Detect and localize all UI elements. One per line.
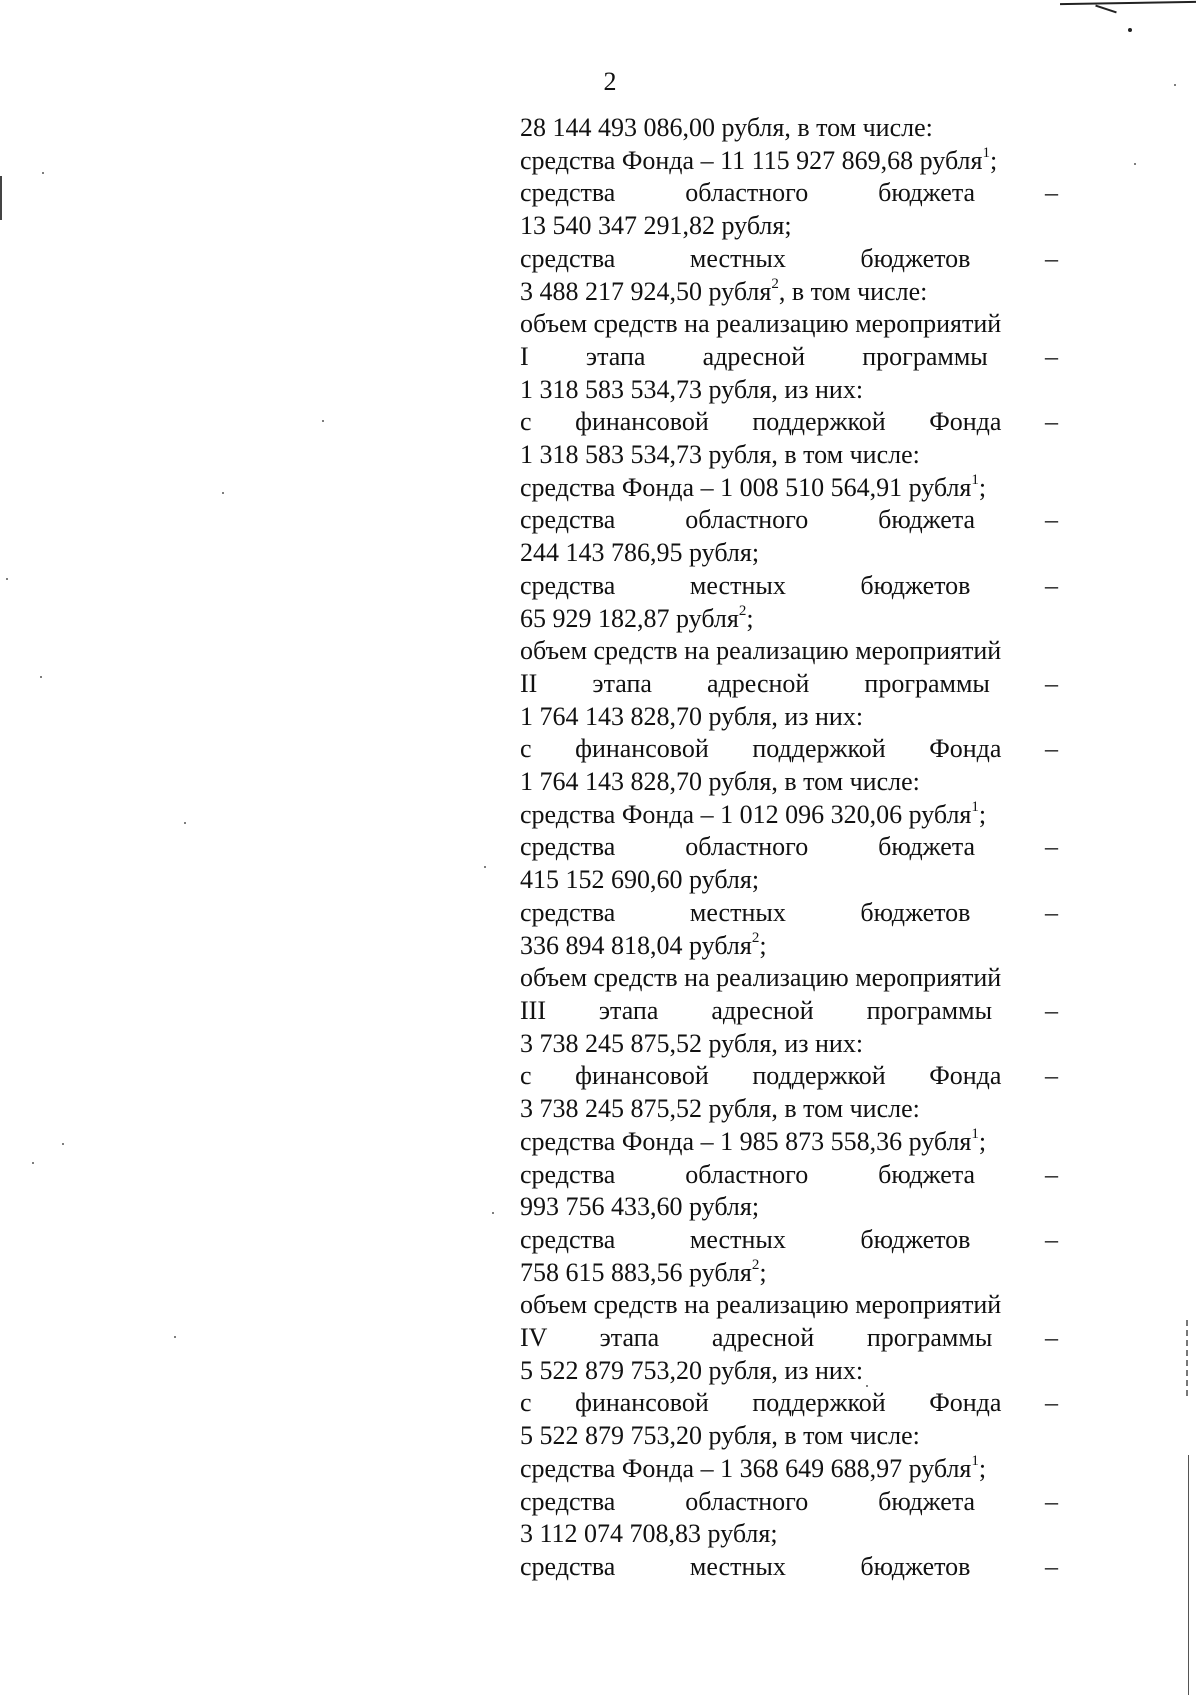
text-line [520,210,1058,243]
text-line [520,1486,1058,1519]
scan-dot [6,578,8,580]
text-line-tail: ; [978,472,987,502]
scan-edge-line-left [0,176,2,220]
scan-dot [222,492,224,494]
text-line-main: 3 488 217 924,50 рубля [520,276,772,306]
scan-dot [174,1336,176,1338]
scan-dot [1128,28,1132,32]
footnote-marker: 1 [982,145,990,162]
text-line [520,308,1058,341]
text-line-main: с финансовой поддержкой Фонда – [520,1388,1058,1418]
text-line-main: 65 929 182,87 рубля [520,603,739,633]
text-line-tail: ; [978,1453,987,1483]
text-line-main: средства областного бюджета – [520,1159,1058,1189]
text-line [520,1093,1058,1126]
footnote-marker: 1 [971,1453,979,1470]
text-line-main: 758 615 883,56 рубля [520,1257,752,1287]
text-line-main: объем средств на реализацию мероприятий [520,1290,1002,1320]
text-line-main: 13 540 347 291,82 рубля; [520,211,792,241]
footnote-marker: 1 [971,799,979,816]
text-line-tail: , в том числе: [778,276,928,306]
text-line [520,995,1058,1028]
text-line-main: средства областного бюджета – [520,505,1058,535]
text-line [520,1257,1058,1290]
footnote-marker: 1 [971,1126,979,1143]
text-line-main: 1 318 583 534,73 рубля, из них: [520,374,864,404]
text-line-tail: ; [746,603,754,633]
text-line [520,962,1058,995]
scan-dot [1134,163,1136,165]
text-line [520,668,1058,701]
text-line-tail: ; [978,1126,987,1156]
text-line-main: средства местных бюджетов – [520,1551,1058,1581]
text-line [520,570,1058,603]
scan-dot [32,1162,34,1164]
footnote-marker: 2 [751,1256,760,1273]
text-line-main: средства местных бюджетов – [520,897,1058,927]
text-line [520,1159,1058,1192]
text-line-tail: ; [759,930,767,960]
text-line-main: средства Фонда – 1 368 649 688,97 рубля [520,1453,972,1483]
text-line-main: средства областного бюджета – [520,1486,1058,1516]
text-line [520,864,1058,897]
text-line-tail: ; [978,799,987,829]
text-line [520,1355,1058,1388]
text-line [520,635,1058,668]
text-line-main: средства областного бюджета – [520,178,1058,208]
text-line [520,1518,1058,1551]
text-line [520,1387,1058,1420]
text-line-main: средства Фонда – 1 985 873 558,36 рубля [520,1126,972,1156]
text-line-main: с финансовой поддержкой Фонда – [520,734,1058,764]
text-line-tail: ; [759,1257,767,1287]
scan-edge-line-right [1188,1455,1189,1695]
text-line-main: объем средств на реализацию мероприятий [520,636,1002,666]
text-line-main: с финансовой поддержкой Фонда – [520,1061,1058,1091]
text-line-main: средства местных бюджетов – [520,570,1058,600]
text-line-main: 5 522 879 753,20 рубля, из них: [520,1355,864,1385]
text-line-main: 3 738 245 875,52 рубля, из них: [520,1028,864,1058]
text-line [520,439,1058,472]
text-line [520,1126,1058,1159]
scan-dot [492,1212,494,1214]
text-line [520,145,1058,178]
text-line-main: средства местных бюджетов – [520,243,1058,273]
scan-dot [42,172,44,174]
text-line-main: средства Фонда – 1 008 510 564,91 рубля [520,472,972,502]
body-text [520,112,1058,1584]
text-line-main: I этапа адресной программы – [520,341,1058,371]
footnote-marker: 2 [738,602,747,619]
scan-mark-top-right-tick [1095,5,1117,14]
text-line [520,1028,1058,1061]
text-line-main: средства Фонда – 1 012 096 320,06 рубля [520,799,972,829]
text-line [520,537,1058,570]
text-line-main: 5 522 879 753,20 рубля, в том числе: [520,1421,920,1451]
text-line [520,733,1058,766]
scan-mark-top-right [1060,1,1196,5]
scan-edge-dashes-right [1186,1320,1188,1396]
text-line [520,1224,1058,1257]
text-line [520,1060,1058,1093]
text-line [520,177,1058,210]
text-line [520,472,1058,505]
text-line [520,1420,1058,1453]
text-line [520,276,1058,309]
footnote-marker: 1 [971,472,979,489]
text-line [520,831,1058,864]
text-line-main: III этапа адресной программы – [520,995,1058,1025]
scan-dot [484,866,486,868]
scan-dot [184,822,186,824]
text-line [520,374,1058,407]
text-line [520,341,1058,374]
text-line-main: 1 318 583 534,73 рубля, в том числе: [520,440,920,470]
text-line-main: 3 112 074 708,83 рубля; [520,1519,778,1549]
text-line-main: средства местных бюджетов – [520,1224,1058,1254]
text-line-main: объем средств на реализацию мероприятий [520,309,1002,339]
text-line [520,897,1058,930]
footnote-marker: 2 [771,275,779,292]
text-line-main: 28 144 493 086,00 рубля, в том числе: [520,113,933,142]
text-line-main: 993 756 433,60 рубля; [520,1192,760,1222]
text-line-main: IV этапа адресной программы – [520,1323,1058,1353]
scan-dot [40,676,42,678]
text-line-main: средства областного бюджета – [520,832,1058,862]
text-line [520,1191,1058,1224]
text-line [520,1551,1058,1584]
text-line [520,603,1058,636]
text-line-main: 1 764 143 828,70 рубля, из них: [520,701,864,731]
scan-dot [1174,84,1176,86]
text-line-main: объем средств на реализацию мероприятий [520,963,1002,993]
scan-dot [322,420,324,422]
text-line [520,406,1058,439]
text-line [520,1453,1058,1486]
text-line-main: 244 143 786,95 рубля; [520,538,760,568]
text-line-main: II этапа адресной программы – [520,668,1058,698]
text-line [520,701,1058,734]
scan-dot [62,1143,64,1145]
page-number: 2 [603,67,617,96]
text-line [520,1289,1058,1322]
text-line-main: с финансовой поддержкой Фонда – [520,407,1058,437]
text-line-main: средства Фонда – 11 115 927 869,68 рубля [520,145,983,175]
text-line-main: 1 764 143 828,70 рубля, в том числе: [520,767,920,797]
text-line-tail: ; [989,145,998,175]
text-line [520,799,1058,832]
footnote-marker: 2 [751,929,760,946]
text-line [520,112,1058,145]
text-line-main: 415 152 690,60 рубля; [520,865,760,895]
text-line [520,1322,1058,1355]
text-line [520,930,1058,963]
text-line-main: 3 738 245 875,52 рубля, в том числе: [520,1094,920,1124]
text-line [520,243,1058,276]
text-line-main: 336 894 818,04 рубля [520,930,752,960]
text-line [520,504,1058,537]
text-line [520,766,1058,799]
